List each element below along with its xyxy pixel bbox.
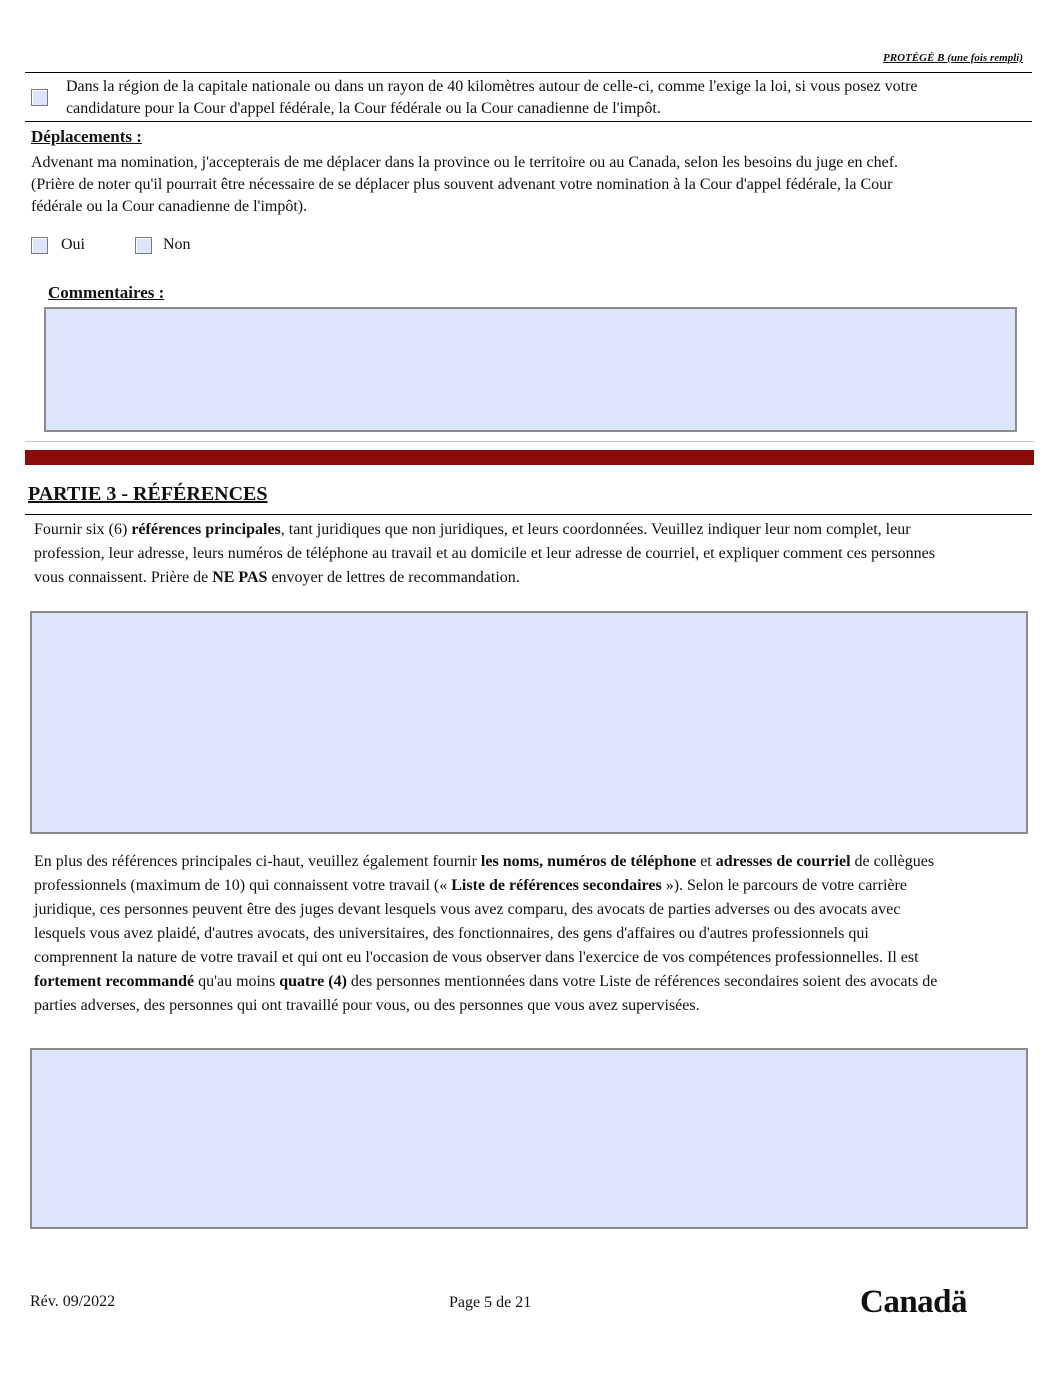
secondary-refs-instructions [34,850,937,1018]
travel-text-line2: (Prière de noter qu'il pourrait être nécessaire de se déplacer plus souvent advenant votre nomination à la Cour d'appel fédérale, la Cour [31,176,893,193]
secondary-references-field[interactable] [30,1048,1028,1229]
classification-label: PROTÉGÉ B (une fois rempli) [883,52,1023,64]
region-text-line2: candidature pour la Cour d'appel fédérale, la Cour fédérale ou la Cour canadienne de l'impôt. [66,100,661,117]
primary-refs-line1: Fournir six (6) références principales, tant juridiques que non juridiques, et leurs coordonnées. Veuillez indiquer leur nom complet, leur [34,521,911,538]
divider [25,441,1034,442]
secondary-refs-line1: En plus des références principales ci-haut, veuillez également fournir les noms, numéros de téléphone et adresses de courriel de collègues [34,853,935,870]
primary-references-field[interactable] [30,611,1028,834]
secondary-refs-line2: professionnels (maximum de 10) qui connaissent votre travail (« Liste de références secondaires »). Selon le parcours de votre carrière [34,877,907,894]
travel-yes-checkbox[interactable] [31,237,48,254]
revision-label: Rév. 09/2022 [30,1293,116,1310]
secondary-refs-line3: juridique, ces personnes peuvent être des juges devant lesquels vous avez comparu, des avocats de parties adverses ou des avocats avec [34,901,901,918]
region-text-line1: Dans la région de la capitale nationale ou dans un rayon de 40 kilomètres autour de celle-ci, comme l'exige la loi, si vous posez votre [66,78,918,95]
travel-yes-label: Oui [61,236,85,253]
secondary-refs-line6: fortement recommandé qu'au moins quatre (4) des personnes mentionnées dans votre Liste de références secondaires soient des avocats de [34,973,938,990]
divider [25,121,1032,122]
travel-no-checkbox[interactable] [135,237,152,254]
region-checkbox[interactable] [31,89,48,106]
travel-no-label: Non [163,236,191,253]
divider [25,514,1032,515]
primary-refs-line3: vous connaissent. Prière de NE PAS envoyer de lettres de recommandation. [34,569,520,586]
page-number: Page 5 de 21 [449,1294,532,1311]
comments-field[interactable] [44,307,1017,432]
secondary-refs-line5: comprennent la nature de votre travail et qui ont eu l'occasion de vous observer dans l'exercice de vos compétences professionnelles. Il est [34,949,919,966]
travel-heading: Déplacements : [31,127,142,146]
secondary-refs-line7: parties adverses, des personnes qui ont travaillé pour vous, ou des personnes que vous avez supervisées. [34,997,700,1014]
comments-heading: Commentaires : [48,283,165,302]
canada-wordmark: Canadä [860,1284,968,1320]
travel-text-line3: fédérale ou la Cour canadienne de l'impôt). [31,198,308,215]
part3-title: PARTIE 3 - RÉFÉRENCES [28,483,268,505]
primary-refs-line2: profession, leur adresse, leurs numéros de téléphone au travail et au domicile et leur adresse de courriel, et expliquer comment ces personnes [34,545,935,562]
secondary-refs-line4: lesquels vous avez plaidé, d'autres avocats, des universitaires, des fonctionnaires, des gens d'affaires ou d'autres professionnels qui [34,925,869,942]
section-divider-bar [25,450,1034,465]
travel-text-line1: Advenant ma nomination, j'accepterais de me déplacer dans la province ou le territoire ou au Canada, selon les besoins du juge en chef. [31,154,899,171]
divider [25,72,1032,73]
primary-refs-instructions [34,518,935,590]
